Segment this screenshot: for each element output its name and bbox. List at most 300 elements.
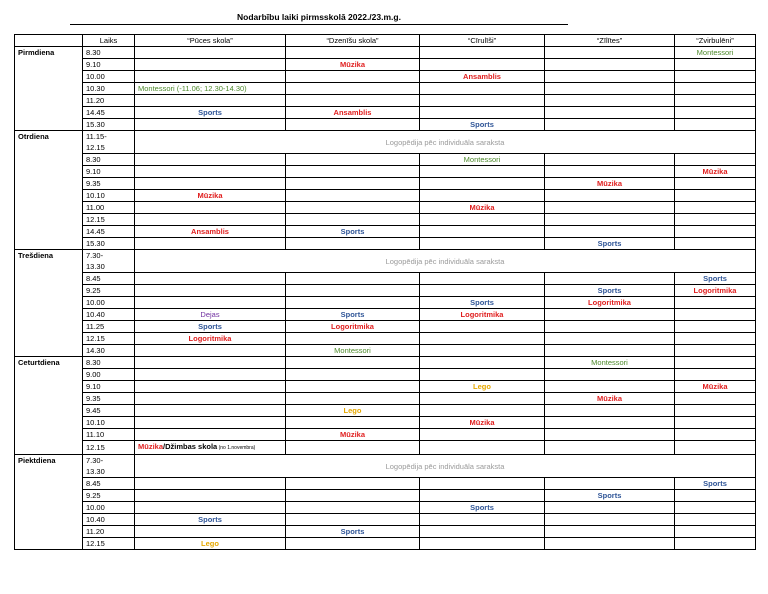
activity-cell-dzenisu xyxy=(286,119,420,131)
activity-label: Mūzika xyxy=(702,382,728,391)
activity-cell-dzenisu xyxy=(286,417,420,429)
activity-label: Sports xyxy=(703,479,727,488)
activity-label: Logoritmika xyxy=(588,298,631,307)
schedule-row xyxy=(15,357,756,369)
activity-cell-zvirbuleni xyxy=(675,381,756,393)
schedule-row xyxy=(15,526,756,538)
activity-cell-zvirbuleni xyxy=(675,59,756,71)
activity-cell-zilites xyxy=(545,47,675,59)
schedule-row xyxy=(15,429,756,441)
activity-cell-zvirbuleni xyxy=(675,357,756,369)
activity-label: Logoritmika xyxy=(460,310,504,319)
activity-cell-cirulisi xyxy=(420,71,545,83)
activity-cell-puces xyxy=(135,514,286,526)
schedule-row xyxy=(15,226,756,238)
activity-cell-cirulisi xyxy=(420,381,545,393)
activity-cell-zvirbuleni xyxy=(675,417,756,429)
activity-label: Sports xyxy=(340,227,365,236)
activity-label: Sports xyxy=(340,310,365,319)
activity-cell-cirulisi xyxy=(420,154,545,166)
activity-cell-zilites xyxy=(545,538,675,550)
header-day xyxy=(15,35,83,47)
time-cell: 9.35 xyxy=(83,178,135,190)
activity-cell-dzenisu xyxy=(286,166,420,178)
activity-cell-zilites xyxy=(545,238,675,250)
activity-cell-zvirbuleni xyxy=(675,369,756,381)
activity-label: Sports xyxy=(597,286,622,295)
time-cell: 7.30- 13.30 xyxy=(83,455,135,478)
page-title: Nodarbību laiki pirmsskolā 2022./23.m.g. xyxy=(70,12,568,25)
time-cell: 8.45 xyxy=(83,478,135,490)
time-cell: 15.30 xyxy=(83,238,135,250)
activity-label: Montessori (-11.06; 12.30-14.30) xyxy=(138,84,247,93)
time-cell: 12.15 xyxy=(83,538,135,550)
activity-cell-puces xyxy=(135,381,286,393)
activity-cell-zvirbuleni xyxy=(675,238,756,250)
activity-cell-zvirbuleni xyxy=(675,273,756,285)
activity-cell-dzenisu xyxy=(286,285,420,297)
activity-cell-cirulisi xyxy=(420,514,545,526)
activity-cell-cirulisi xyxy=(420,490,545,502)
activity-cell-dzenisu xyxy=(286,514,420,526)
activity-cell-zilites xyxy=(545,345,675,357)
activity-label: Sports xyxy=(703,274,727,283)
activity-cell-cirulisi xyxy=(420,333,545,345)
time-cell: 14.45 xyxy=(83,226,135,238)
activity-cell-cirulisi xyxy=(420,526,545,538)
time-cell: 10.10 xyxy=(83,190,135,202)
time-cell: 8.45 xyxy=(83,273,135,285)
activity-cell-cirulisi xyxy=(420,107,545,119)
header-row xyxy=(15,35,756,47)
activity-cell-zvirbuleni xyxy=(675,226,756,238)
activity-cell-puces xyxy=(135,357,286,369)
activity-cell-puces xyxy=(135,190,286,202)
activity-cell-zilites xyxy=(545,71,675,83)
activity-cell-puces xyxy=(135,441,286,455)
activity-cell-cirulisi xyxy=(420,393,545,405)
activity-cell-zvirbuleni xyxy=(675,321,756,333)
schedule-row xyxy=(15,47,756,59)
activity-cell-dzenisu xyxy=(286,107,420,119)
activity-cell-zilites xyxy=(545,285,675,297)
schedule-row xyxy=(15,250,756,273)
activity-label: Mūzika xyxy=(469,418,495,427)
activity-cell-zilites xyxy=(545,502,675,514)
schedule-row xyxy=(15,273,756,285)
time-cell: 7.30- 13.30 xyxy=(83,250,135,273)
activity-cell-puces xyxy=(135,345,286,357)
activity-cell-cirulisi xyxy=(420,202,545,214)
activity-cell-zvirbuleni xyxy=(675,405,756,417)
activity-label: Sports xyxy=(470,503,494,512)
activity-cell-zvirbuleni xyxy=(675,393,756,405)
schedule-row xyxy=(15,202,756,214)
time-cell: 9.10 xyxy=(83,59,135,71)
header-group-cirulisi: “Cīrulīši” xyxy=(420,35,545,47)
schedule-row xyxy=(15,297,756,309)
activity-cell-zvirbuleni xyxy=(675,514,756,526)
activity-cell-zvirbuleni xyxy=(675,490,756,502)
activity-label: Mūzika xyxy=(596,394,622,403)
time-cell: 11.00 xyxy=(83,202,135,214)
activity-cell-puces xyxy=(135,107,286,119)
activity-cell-dzenisu xyxy=(286,478,420,490)
activity-label: Lego xyxy=(473,382,491,391)
activity-label: Sports xyxy=(470,120,494,129)
day-label: Pirmdiena xyxy=(15,47,83,131)
activity-cell-dzenisu xyxy=(286,309,420,321)
schedule-row xyxy=(15,178,756,190)
speech-therapy-note: Logopēdija pēc individuāla saraksta xyxy=(135,455,756,478)
activity-cell-zvirbuleni xyxy=(675,71,756,83)
activity-cell-zilites xyxy=(545,405,675,417)
activity-cell-puces xyxy=(135,226,286,238)
activity-cell-cirulisi xyxy=(420,178,545,190)
activity-cell-cirulisi xyxy=(420,95,545,107)
activity-cell-puces xyxy=(135,297,286,309)
activity-cell-puces xyxy=(135,238,286,250)
activity-cell-zvirbuleni xyxy=(675,190,756,202)
activity-label: Montessori xyxy=(463,155,501,164)
activity-cell-cirulisi xyxy=(420,321,545,333)
time-cell: 11.20 xyxy=(83,95,135,107)
activity-label: Mūzika xyxy=(702,167,728,176)
activity-cell-puces xyxy=(135,119,286,131)
activity-label: Sports xyxy=(198,108,222,117)
activity-cell-cirulisi xyxy=(420,417,545,429)
activity-label: Sports xyxy=(198,515,222,524)
activity-label: Logoritmika xyxy=(188,334,232,343)
activity-cell-zvirbuleni xyxy=(675,119,756,131)
activity-cell-zilites xyxy=(545,154,675,166)
activity-cell-zilites xyxy=(545,393,675,405)
activity-cell-dzenisu xyxy=(286,429,420,441)
schedule-row xyxy=(15,83,756,95)
activity-cell-dzenisu xyxy=(286,526,420,538)
activity-cell-zvirbuleni xyxy=(675,309,756,321)
header-group-zvirbuleni: “Zvirbulēni” xyxy=(675,35,756,47)
speech-therapy-note: Logopēdija pēc individuāla saraksta xyxy=(135,131,756,154)
activity-cell-puces xyxy=(135,429,286,441)
activity-cell-dzenisu xyxy=(286,59,420,71)
time-cell: 8.30 xyxy=(83,47,135,59)
activity-cell-zilites xyxy=(545,369,675,381)
activity-cell-zilites xyxy=(545,429,675,441)
activity-cell-dzenisu xyxy=(286,238,420,250)
activity-cell-zvirbuleni xyxy=(675,166,756,178)
schedule-row xyxy=(15,455,756,478)
time-cell: 15.30 xyxy=(83,119,135,131)
activity-cell-dzenisu xyxy=(286,178,420,190)
time-cell: 10.40 xyxy=(83,309,135,321)
activity-cell-puces xyxy=(135,214,286,226)
schedule-row xyxy=(15,154,756,166)
activity-cell-cirulisi xyxy=(420,502,545,514)
activity-cell-dzenisu xyxy=(286,538,420,550)
schedule-row xyxy=(15,538,756,550)
activity-cell-dzenisu xyxy=(286,441,420,455)
activity-label: Montessori xyxy=(334,346,371,355)
activity-cell-dzenisu xyxy=(286,226,420,238)
schedule-row xyxy=(15,190,756,202)
activity-cell-puces xyxy=(135,309,286,321)
activity-cell-zilites xyxy=(545,309,675,321)
activity-label: Montessori xyxy=(591,358,628,367)
activity-cell-puces xyxy=(135,478,286,490)
time-cell: 8.30 xyxy=(83,357,135,369)
time-cell: 14.30 xyxy=(83,345,135,357)
activity-label: Dejas xyxy=(200,310,220,319)
time-cell: 11.10 xyxy=(83,429,135,441)
header-group-puces: “Pūces skola” xyxy=(135,35,286,47)
activity-cell-puces xyxy=(135,526,286,538)
activity-cell-cirulisi xyxy=(420,405,545,417)
activity-cell-cirulisi xyxy=(420,119,545,131)
activity-cell-cirulisi xyxy=(420,238,545,250)
day-label: Ceturtdiena xyxy=(15,357,83,455)
activity-cell-zilites xyxy=(545,514,675,526)
activity-label: Logoritmika xyxy=(693,286,737,295)
activity-cell-zvirbuleni xyxy=(675,47,756,59)
activity-cell-dzenisu xyxy=(286,273,420,285)
schedule-row xyxy=(15,119,756,131)
activity-cell-zilites xyxy=(545,490,675,502)
schedule-row xyxy=(15,95,756,107)
time-cell: 9.25 xyxy=(83,490,135,502)
activity-cell-zilites xyxy=(545,226,675,238)
activity-cell-puces xyxy=(135,490,286,502)
time-cell: 9.35 xyxy=(83,393,135,405)
activity-cell-zvirbuleni xyxy=(675,345,756,357)
activity-cell-puces xyxy=(135,273,286,285)
activity-label: Sports xyxy=(340,527,365,536)
schedule-row xyxy=(15,381,756,393)
activity-cell-cirulisi xyxy=(420,369,545,381)
time-cell: 11.15- 12.15 xyxy=(83,131,135,154)
activity-cell-zvirbuleni xyxy=(675,285,756,297)
activity-cell-zvirbuleni xyxy=(675,538,756,550)
time-cell: 9.25 xyxy=(83,285,135,297)
schedule-row xyxy=(15,393,756,405)
activity-cell-zvirbuleni xyxy=(675,95,756,107)
activity-cell-zilites xyxy=(545,83,675,95)
activity-label-secondary: /Džimbas skola xyxy=(163,442,218,451)
activity-cell-zilites xyxy=(545,321,675,333)
time-cell: 11.20 xyxy=(83,526,135,538)
activity-cell-cirulisi xyxy=(420,190,545,202)
activity-cell-cirulisi xyxy=(420,309,545,321)
schedule-row xyxy=(15,478,756,490)
schedule-row xyxy=(15,441,756,455)
activity-label: Mūzika xyxy=(138,442,164,451)
activity-cell-cirulisi xyxy=(420,538,545,550)
schedule-row xyxy=(15,345,756,357)
time-cell: 8.30 xyxy=(83,154,135,166)
activity-cell-cirulisi xyxy=(420,345,545,357)
activity-cell-puces xyxy=(135,71,286,83)
activity-cell-zvirbuleni xyxy=(675,333,756,345)
activity-label: Mūzika xyxy=(596,179,622,188)
activity-label: Lego xyxy=(343,406,362,415)
activity-label: Sports xyxy=(470,298,494,307)
activity-cell-zilites xyxy=(545,526,675,538)
schedule-row xyxy=(15,285,756,297)
activity-cell-puces xyxy=(135,321,286,333)
activity-cell-zilites xyxy=(545,381,675,393)
activity-label: Sports xyxy=(597,239,622,248)
activity-cell-zilites xyxy=(545,119,675,131)
activity-cell-cirulisi xyxy=(420,226,545,238)
schedule-row xyxy=(15,71,756,83)
time-cell: 9.00 xyxy=(83,369,135,381)
activity-cell-cirulisi xyxy=(420,59,545,71)
activity-cell-zilites xyxy=(545,107,675,119)
schedule-row xyxy=(15,502,756,514)
time-cell: 10.00 xyxy=(83,71,135,83)
activity-cell-zilites xyxy=(545,178,675,190)
speech-therapy-note: Logopēdija pēc individuāla saraksta xyxy=(135,250,756,273)
activity-cell-zvirbuleni xyxy=(675,178,756,190)
schedule-row xyxy=(15,107,756,119)
activity-cell-cirulisi xyxy=(420,214,545,226)
activity-cell-dzenisu xyxy=(286,321,420,333)
activity-cell-zvirbuleni xyxy=(675,526,756,538)
activity-cell-zilites xyxy=(545,59,675,71)
activity-cell-dzenisu xyxy=(286,345,420,357)
header-group-dzenisu: “Dzenīšu skola” xyxy=(286,35,420,47)
time-cell: 12.15 xyxy=(83,441,135,455)
activity-cell-cirulisi xyxy=(420,83,545,95)
activity-cell-puces xyxy=(135,59,286,71)
activity-cell-puces xyxy=(135,333,286,345)
activity-cell-dzenisu xyxy=(286,95,420,107)
schedule-row xyxy=(15,321,756,333)
activity-cell-cirulisi xyxy=(420,441,545,455)
activity-cell-puces xyxy=(135,502,286,514)
activity-cell-zvirbuleni xyxy=(675,429,756,441)
activity-cell-dzenisu xyxy=(286,47,420,59)
schedule-row xyxy=(15,490,756,502)
time-cell: 10.30 xyxy=(83,83,135,95)
time-cell: 10.00 xyxy=(83,297,135,309)
activity-cell-dzenisu xyxy=(286,71,420,83)
activity-label: Ansamblis xyxy=(333,108,372,117)
time-cell: 10.00 xyxy=(83,502,135,514)
day-label: Piektdiena xyxy=(15,455,83,550)
activity-cell-zilites xyxy=(545,166,675,178)
activity-cell-zvirbuleni xyxy=(675,297,756,309)
activity-cell-zilites xyxy=(545,202,675,214)
activity-cell-zvirbuleni xyxy=(675,154,756,166)
header-group-zilites: “Zīlītes” xyxy=(545,35,675,47)
activity-cell-cirulisi xyxy=(420,285,545,297)
schedule-row xyxy=(15,333,756,345)
activity-label: Mūzika xyxy=(339,430,365,439)
activity-cell-dzenisu xyxy=(286,83,420,95)
activity-cell-zilites xyxy=(545,297,675,309)
activity-cell-zilites xyxy=(545,357,675,369)
activity-cell-cirulisi xyxy=(420,478,545,490)
activity-label: Sports xyxy=(597,491,622,500)
activity-cell-dzenisu xyxy=(286,190,420,202)
activity-cell-dzenisu xyxy=(286,502,420,514)
activity-cell-zilites xyxy=(545,441,675,455)
time-cell: 9.10 xyxy=(83,166,135,178)
time-cell: 11.25 xyxy=(83,321,135,333)
activity-cell-zilites xyxy=(545,417,675,429)
activity-label: Mūzika xyxy=(469,203,495,212)
activity-cell-dzenisu xyxy=(286,490,420,502)
activity-cell-puces xyxy=(135,285,286,297)
activity-cell-cirulisi xyxy=(420,297,545,309)
activity-cell-dzenisu xyxy=(286,381,420,393)
schedule-row xyxy=(15,214,756,226)
activity-cell-puces xyxy=(135,83,286,95)
day-label: Trešdiena xyxy=(15,250,83,357)
time-cell: 10.40 xyxy=(83,514,135,526)
schedule-row xyxy=(15,238,756,250)
activity-cell-dzenisu xyxy=(286,333,420,345)
activity-cell-cirulisi xyxy=(420,273,545,285)
activity-label: Ansamblis xyxy=(463,72,501,81)
activity-cell-dzenisu xyxy=(286,202,420,214)
activity-cell-puces xyxy=(135,538,286,550)
time-cell: 9.45 xyxy=(83,405,135,417)
schedule-row xyxy=(15,369,756,381)
activity-label: Lego xyxy=(201,539,219,548)
activity-cell-zilites xyxy=(545,478,675,490)
time-cell: 14.45 xyxy=(83,107,135,119)
activity-cell-puces xyxy=(135,369,286,381)
activity-cell-zilites xyxy=(545,273,675,285)
activity-cell-dzenisu xyxy=(286,393,420,405)
schedule-row xyxy=(15,166,756,178)
activity-cell-zvirbuleni xyxy=(675,478,756,490)
day-label: Otrdiena xyxy=(15,131,83,250)
activity-cell-zvirbuleni xyxy=(675,502,756,514)
time-cell: 12.15 xyxy=(83,333,135,345)
activity-cell-puces xyxy=(135,95,286,107)
time-cell: 10.10 xyxy=(83,417,135,429)
activity-cell-zilites xyxy=(545,333,675,345)
activity-label: Ansamblis xyxy=(191,227,229,236)
activity-cell-dzenisu xyxy=(286,369,420,381)
activity-label: Logoritmika xyxy=(331,322,374,331)
activity-note: (no 1.novembra) xyxy=(217,445,256,451)
activity-cell-zvirbuleni xyxy=(675,441,756,455)
activity-cell-cirulisi xyxy=(420,166,545,178)
activity-cell-dzenisu xyxy=(286,357,420,369)
activity-cell-dzenisu xyxy=(286,297,420,309)
header-time: Laiks xyxy=(83,35,135,47)
activity-label: Montessori xyxy=(696,48,734,57)
activity-cell-puces xyxy=(135,154,286,166)
activity-cell-zilites xyxy=(545,214,675,226)
activity-label: Mūzika xyxy=(197,191,223,200)
activity-cell-zvirbuleni xyxy=(675,83,756,95)
activity-cell-zilites xyxy=(545,95,675,107)
activity-label: Mūzika xyxy=(339,60,365,69)
activity-cell-puces xyxy=(135,166,286,178)
activity-label: Sports xyxy=(198,322,222,331)
activity-cell-dzenisu xyxy=(286,214,420,226)
activity-cell-puces xyxy=(135,405,286,417)
schedule-row xyxy=(15,309,756,321)
activity-cell-zilites xyxy=(545,190,675,202)
activity-cell-puces xyxy=(135,202,286,214)
activity-cell-puces xyxy=(135,178,286,190)
